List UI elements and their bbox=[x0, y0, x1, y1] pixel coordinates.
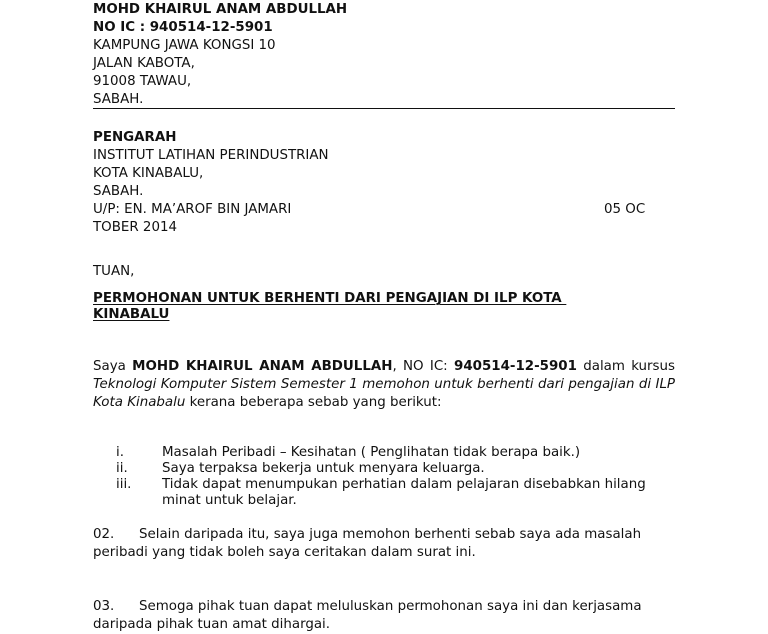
sender-address-line: KAMPUNG JAWA KONGSI 10 bbox=[93, 38, 276, 53]
sender-name: MOHD KHAIRUL ANAM ABDULLAH bbox=[93, 2, 348, 17]
intro-text: kerana beberapa sebab yang berikut: bbox=[185, 395, 442, 410]
list-item-number: ii. bbox=[116, 461, 128, 476]
sender-address-line: JALAN KABOTA, bbox=[93, 56, 195, 71]
intro-text: dalam kursus bbox=[576, 359, 675, 374]
intro-name: MOHD KHAIRUL ANAM ABDULLAH bbox=[132, 359, 393, 374]
list-item-text: Masalah Peribadi – Kesihatan ( Penglihatan tidak berapa baik.) bbox=[162, 445, 581, 460]
paragraph-02 bbox=[93, 526, 675, 562]
sender-ic: NO IC : 940514-12-5901 bbox=[93, 20, 273, 35]
paragraph-number: 02. bbox=[93, 527, 115, 542]
list-item-number: i. bbox=[116, 445, 124, 460]
sender-address-line: 91008 TAWAU, bbox=[93, 74, 192, 89]
list-item bbox=[93, 477, 675, 509]
paragraph-number: 03. bbox=[93, 599, 115, 614]
intro-course: Teknologi Komputer Sistem Semester 1 memohon untuk berhenti dari pengajian di ILP Kota Kinabalu bbox=[93, 377, 675, 410]
intro-paragraph bbox=[93, 358, 675, 412]
attention-line: U/P: EN. MA’AROF BIN JAMARI bbox=[93, 202, 292, 217]
paragraph-text: Semoga pihak tuan dapat meluluskan permohonan saya ini dan kerjasama daripada pihak tuan amat dihargai. bbox=[93, 599, 642, 632]
recipient-title: PENGARAH bbox=[93, 130, 177, 145]
list-item bbox=[93, 445, 675, 461]
list-item-number: iii. bbox=[116, 477, 132, 492]
intro-text: Saya bbox=[93, 359, 133, 374]
list-item-text: Saya terpaksa bekerja untuk menyara keluarga. bbox=[162, 461, 485, 476]
intro-text: , NO IC: bbox=[392, 359, 454, 374]
recipient-address-line: KOTA KINABALU, bbox=[93, 166, 204, 181]
paragraph-text: Selain daripada itu, saya juga memohon berhenti sebab saya ada masalah peribadi yang tidak boleh saya ceritakan dalam surat ini. bbox=[93, 527, 642, 560]
header-divider bbox=[93, 108, 675, 109]
salutation: TUAN, bbox=[93, 264, 135, 279]
paragraph-03 bbox=[93, 598, 675, 634]
subject-line: PERMOHONAN UNTUK BERHENTI DARI PENGAJIAN DI ILP KOTA bbox=[93, 291, 567, 306]
list-item bbox=[93, 461, 675, 477]
intro-ic: 940514-12-5901 bbox=[454, 359, 577, 374]
reasons-list bbox=[93, 445, 675, 509]
recipient-address-line: SABAH. bbox=[93, 184, 144, 199]
recipient-address-line: INSTITUT LATIHAN PERINDUSTRIAN bbox=[93, 148, 329, 163]
letter-date-part2: TOBER 2014 bbox=[93, 220, 178, 235]
list-item-text: Tidak dapat menumpukan perhatian dalam pelajaran disebabkan hilang minat untuk belajar. bbox=[162, 477, 646, 508]
letter-date-part1: 05 OC bbox=[604, 202, 646, 217]
subject-line: KINABALU bbox=[93, 307, 170, 322]
sender-address-line: SABAH. bbox=[93, 92, 144, 107]
